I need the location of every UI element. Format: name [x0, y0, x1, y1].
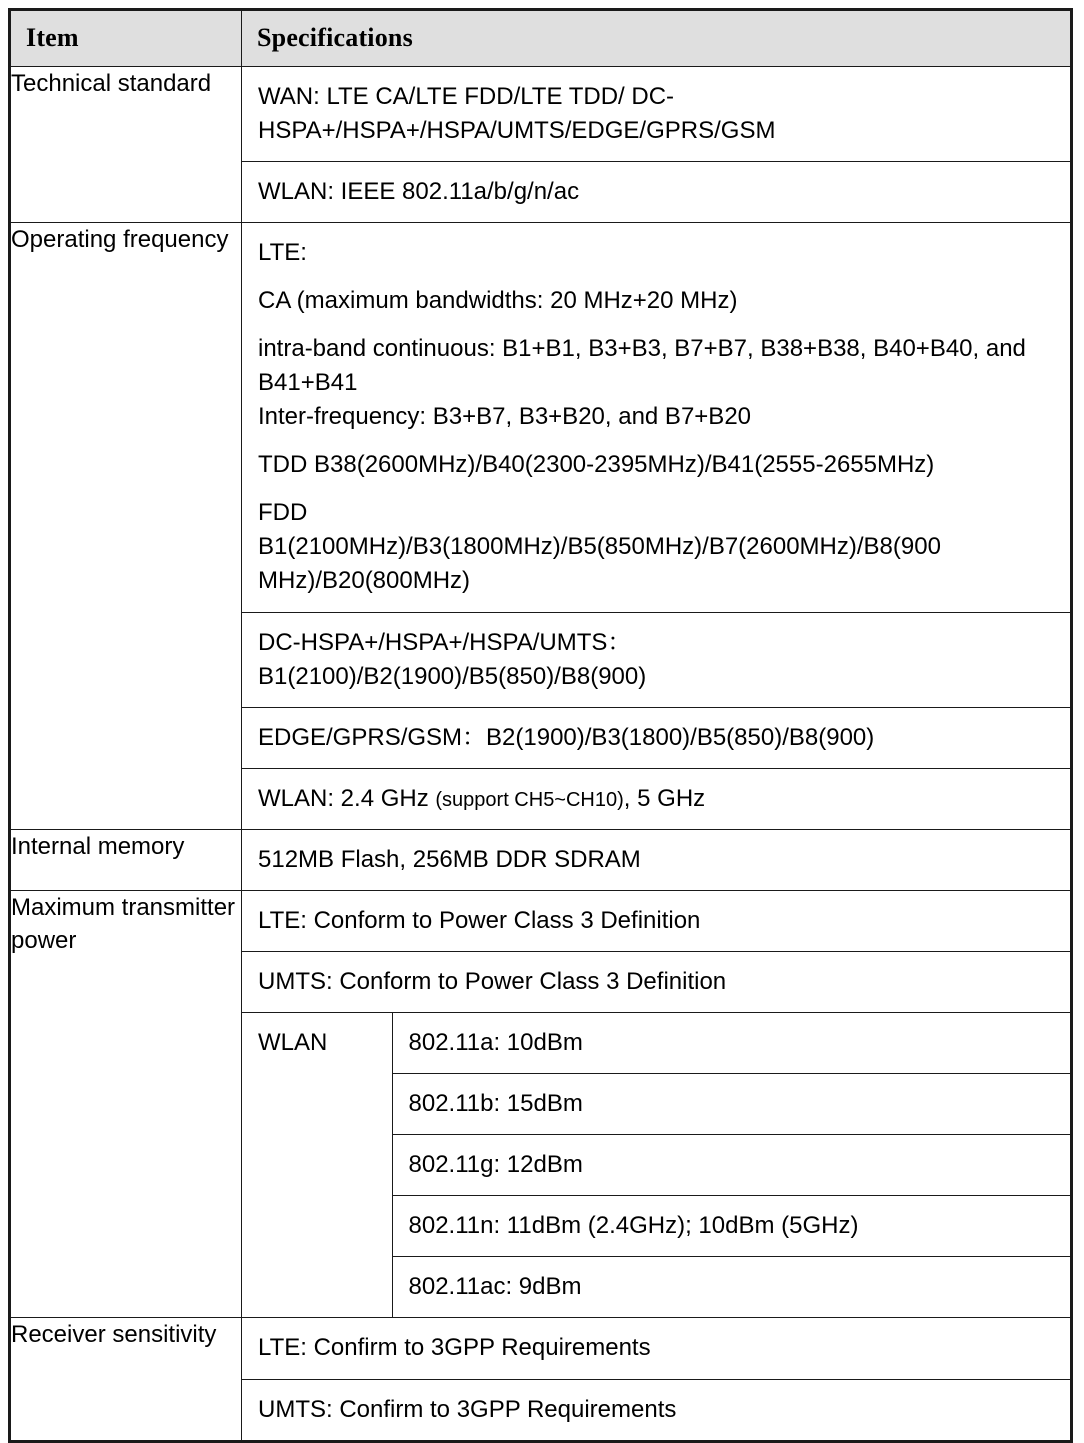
text-wlan-frequency [258, 782, 1060, 816]
text-lte-ca: CA (maximum bandwidths: 20 MHz+20 MHz) [258, 286, 738, 314]
specifications-table [8, 8, 1073, 1443]
table-row-receiver-sensitivity-lte [10, 1318, 1072, 1379]
text-wan-standards: WAN: LTE CA/LTE FDD/LTE TDD/ DC-HSPA+/HSPA+/HSPA/UMTS/EDGE/GPRS/GSM [258, 82, 776, 144]
cell-receiver-sensitivity-lte [242, 1318, 1072, 1379]
cell-operating-frequency-lte [242, 222, 1072, 612]
table-header-row [10, 10, 1072, 67]
wlan-power-subtable [242, 1013, 1070, 1317]
text-lte-tdd: TDD B38(2600MHz)/B40(2300-2395MHz)/B41(2555-2655MHz) [258, 451, 935, 479]
wlan-power-label: WLAN [242, 1013, 392, 1317]
text-edge-gprs-gsm: EDGE/GPRS/GSM：B2(1900)/B3(1800)/B5(850)/B8(900) [258, 723, 875, 751]
cell-technical-standard-wan [242, 66, 1072, 161]
column-header-item: Item [10, 10, 242, 67]
cell-operating-frequency-wlan [242, 768, 1072, 829]
table-row-technical-standard-wan [10, 66, 1072, 161]
cell-technical-standard-wlan [242, 161, 1072, 222]
table-row-operating-frequency-lte [10, 222, 1072, 612]
cell-operating-frequency-hspa [242, 612, 1072, 707]
row-label-receiver-sensitivity: Receiver sensitivity [10, 1318, 242, 1441]
wlan-subtable-row [242, 1013, 1070, 1074]
row-label-operating-frequency: Operating frequency [10, 222, 242, 829]
row-label-internal-memory: Internal memory [10, 829, 242, 890]
column-header-specifications: Specifications [242, 10, 1072, 67]
wlan-power-value: 802.11a: 10dBm [408, 1029, 583, 1057]
wlan-power-value: 802.11ac: 9dBm [392, 1257, 1070, 1318]
text-lte-fdd-heading: FDD [258, 499, 308, 527]
text-receiver-sensitivity-umts: UMTS: Confirm to 3GPP Requirements [258, 1395, 677, 1423]
text-wlan-frequency-support: (support CH5~CH10) [435, 788, 624, 811]
text-wlan-frequency-suffix: , 5 GHz [623, 784, 706, 812]
cell-receiver-sensitivity-umts [242, 1379, 1072, 1441]
table-row-max-transmitter-power-lte [10, 890, 1072, 951]
text-hspa-heading: DC-HSPA+/HSPA+/HSPA/UMTS： [258, 628, 632, 656]
row-label-maximum-transmitter-power: Maximum transmitter power [10, 890, 242, 1318]
wlan-power-value: 802.11g: 12dBm [392, 1135, 1070, 1196]
text-lte-inter-frequency: Inter-frequency: B3+B7, B3+B20, and B7+B20 [258, 403, 752, 431]
text-max-power-umts: UMTS: Conform to Power Class 3 Definition [258, 968, 727, 995]
text-hspa-bands: B1(2100)/B2(1900)/B5(850)/B8(900) [258, 662, 647, 690]
text-wlan-frequency-prefix: WLAN: 2.4 GHz [258, 784, 436, 812]
cell-max-power-lte [242, 890, 1072, 951]
text-lte-heading: LTE: [258, 238, 307, 266]
cell-max-power-umts [242, 952, 1072, 1013]
cell-internal-memory [242, 829, 1072, 890]
text-lte-fdd-bands: B1(2100MHz)/B3(1800MHz)/B5(850MHz)/B7(2600MHz)/B8(900 MHz)/B20(800MHz) [258, 533, 941, 595]
text-lte-intra-band: intra-band continuous: B1+B1, B3+B3, B7+B7, B38+B38, B40+B40, and B41+B41 [258, 334, 1026, 397]
row-label-technical-standard: Technical standard [10, 66, 242, 222]
wlan-power-value: 802.11b: 15dBm [392, 1074, 1070, 1135]
wlan-power-value: 802.11n: 11dBm (2.4GHz); 10dBm (5GHz) [392, 1196, 1070, 1257]
cell-operating-frequency-edge [242, 707, 1072, 768]
text-receiver-sensitivity-lte: LTE: Confirm to 3GPP Requirements [258, 1334, 651, 1362]
text-internal-memory: 512MB Flash, 256MB DDR SDRAM [258, 845, 641, 873]
table-row-internal-memory [10, 829, 1072, 890]
text-max-power-lte: LTE: Conform to Power Class 3 Definition [258, 906, 701, 934]
text-wlan-standards: WLAN: IEEE 802.11a/b/g/n/ac [258, 177, 580, 205]
cell-max-power-wlan [242, 1013, 1072, 1318]
